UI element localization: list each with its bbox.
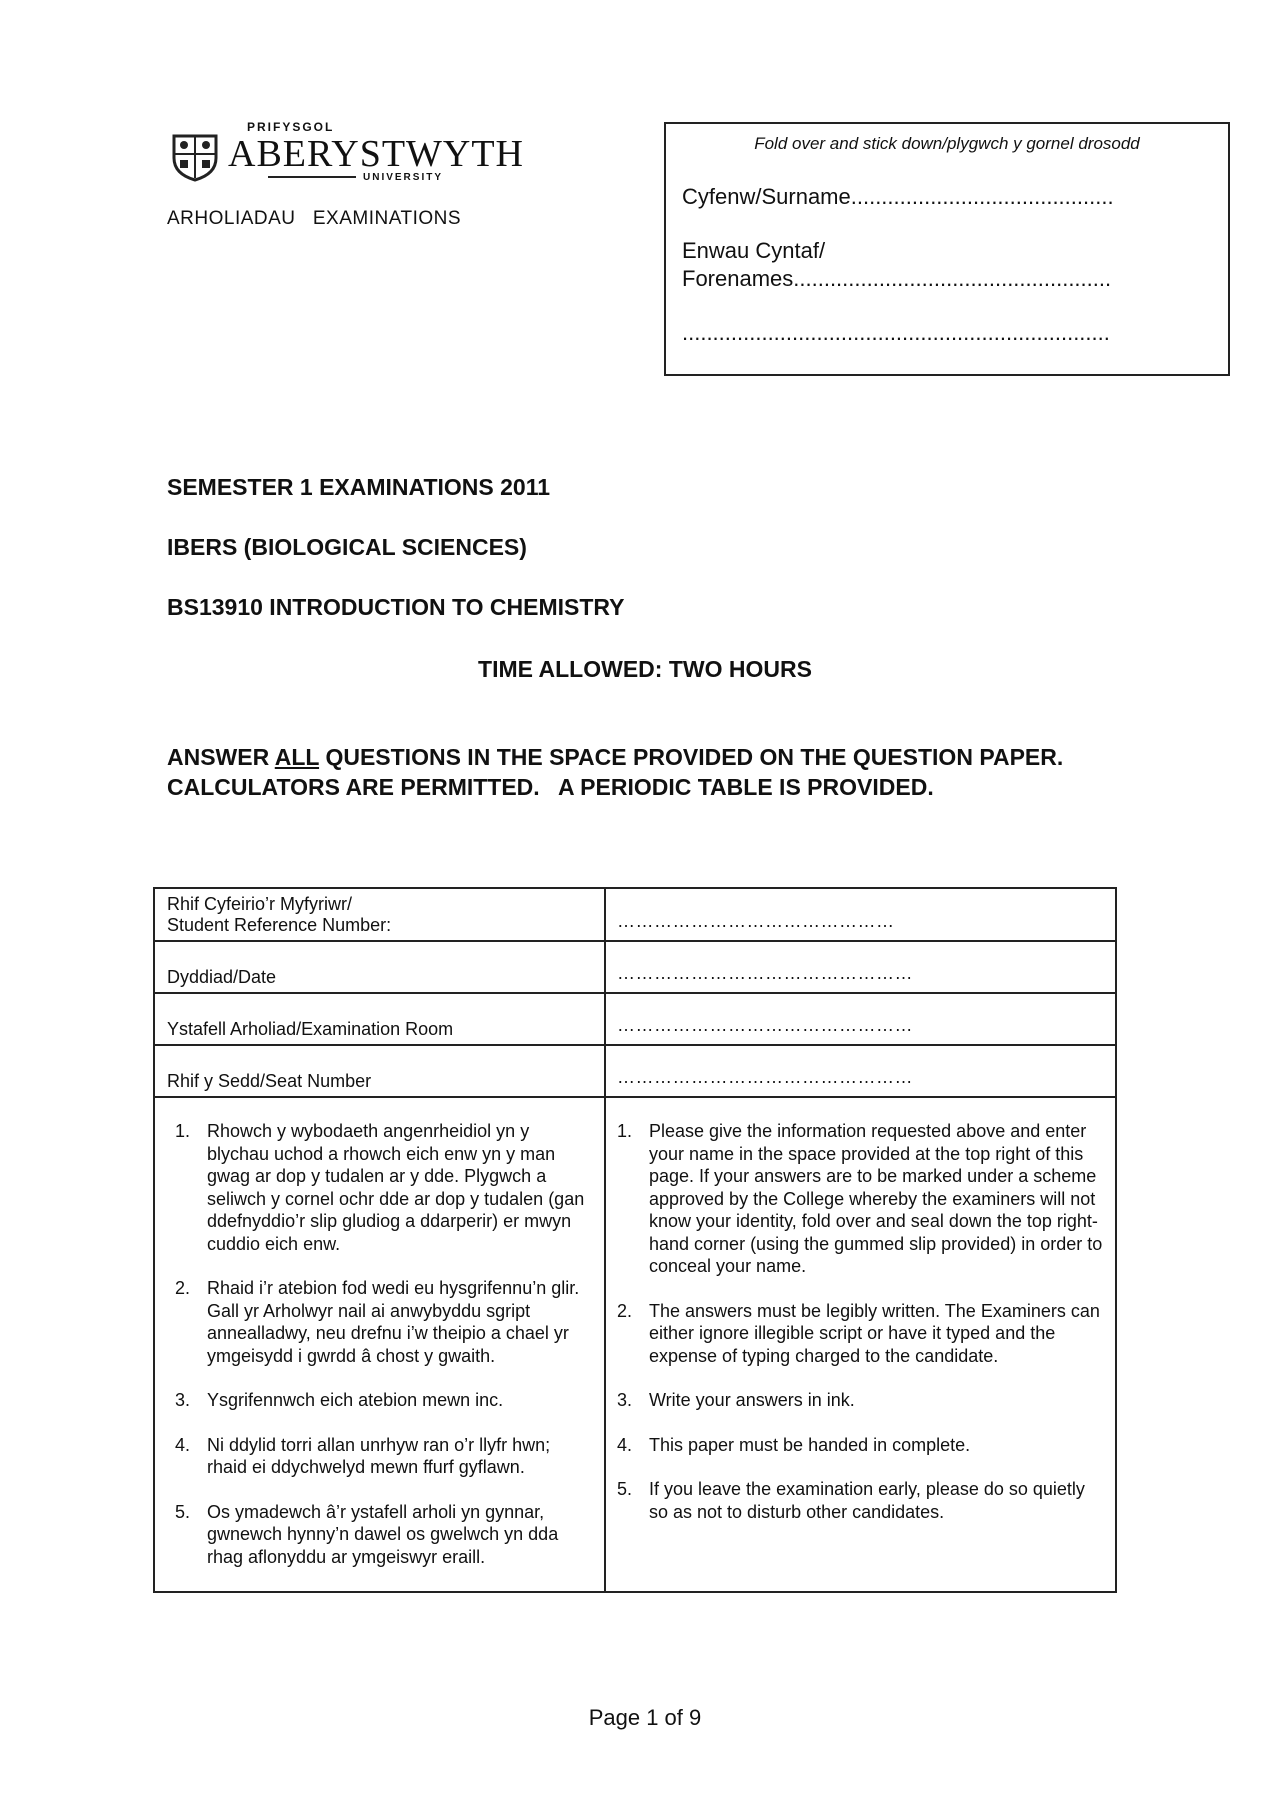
list-number: 4. xyxy=(175,1434,191,1455)
list-number: 2. xyxy=(617,1300,633,1321)
arholiadau-heading: ARHOLIADAU EXAMINATIONS xyxy=(167,208,462,229)
semester-heading: SEMESTER 1 EXAMINATIONS 2011 xyxy=(167,474,551,500)
list-number: 1. xyxy=(617,1121,633,1141)
list-item xyxy=(617,1434,1107,1457)
surname-field[interactable]: Cyfenw/Surname........................................... xyxy=(682,184,1114,209)
list-item xyxy=(617,1120,1107,1278)
table-row-line xyxy=(155,1044,1115,1046)
instr-part1: ANSWER xyxy=(167,744,275,770)
seat-number-label: Rhif y Sedd/Seat Number xyxy=(167,1071,372,1091)
list-text: If you leave the examination early, please do so quietly so as not to disturb other candidates. xyxy=(649,1479,1085,1522)
logo-university: UNIVERSITY xyxy=(363,172,444,183)
list-text: Rhowch y wybodaeth angenrheidiol yn y blychau uchod a rhowch eich enw yn y man gwag ar dop y tudalen ar y dde. Plygwch a seliwch y cornel ochr dde ar dop y tudalen (gan ddefnyddio’r slip gludiog a ddarperir) er mwyn cuddio eich enw. xyxy=(207,1121,585,1254)
list-text: Ysgrifennwch eich atebion mewn inc. xyxy=(207,1390,504,1410)
page-number: Page 1 of 9 xyxy=(588,1705,702,1730)
list-number: 5. xyxy=(175,1501,191,1522)
crest-icon xyxy=(170,130,220,182)
list-text: Please give the information requested above and enter your name in the space provided at the top right of this page. If your answers are to be marked under a scheme approved by the College whereby the examiners will not know your identity, fold over and seal down the top right-hand corner (using the gummed slip provided) in order to conceal your name. xyxy=(649,1121,1103,1276)
name-box xyxy=(664,122,1230,376)
forenames-label: Enwau Cyntaf/ xyxy=(682,238,826,263)
module-heading: BS13910 INTRODUCTION TO CHEMISTRY xyxy=(167,594,625,620)
list-item xyxy=(175,1501,595,1569)
forenames-extra-field[interactable]: ...................................................................... xyxy=(682,320,1110,345)
university-logo xyxy=(170,118,524,188)
student-ref-field[interactable]: ……………………………………… xyxy=(617,911,895,931)
list-number: 1. xyxy=(175,1121,191,1141)
date-label: Dyddiad/Date xyxy=(167,967,277,987)
list-number: 4. xyxy=(617,1434,633,1455)
table-row-line xyxy=(155,992,1115,994)
english-rules-list xyxy=(617,1120,1107,1545)
list-number: 3. xyxy=(175,1390,191,1410)
list-text: Ni ddylid torri allan unrhyw ran o’r llyfr hwn; rhaid ei ddychwelyd mewn ffurf gyflawn. xyxy=(207,1434,551,1477)
answer-instructions xyxy=(167,742,1127,802)
fold-instruction: Fold over and stick down/plygwch y gornel drosodd xyxy=(754,134,1140,153)
list-text: This paper must be handed in complete. xyxy=(649,1434,971,1455)
list-text: Rhaid i’r atebion fod wedi eu hysgrifennu’n glir. Gall yr Arholwyr nail ai anwybyddu sgript annealladwy, neu drefnu i’w theipio a chael yr ymgeisydd i gwrdd â chost y gwaith. xyxy=(207,1278,580,1366)
logo-rule xyxy=(268,176,356,178)
list-item xyxy=(175,1389,595,1412)
student-ref-label-cy: Rhif Cyfeirio’r Myfyriwr/ xyxy=(167,894,353,914)
table-row-line xyxy=(155,940,1115,942)
logo-prifysgol: PRIFYSGOL xyxy=(247,120,335,134)
exam-room-field[interactable]: ………………………………………… xyxy=(617,1015,913,1035)
list-item xyxy=(617,1389,1107,1412)
table-divider xyxy=(604,889,606,1591)
list-text: Write your answers in ink. xyxy=(649,1390,855,1410)
forenames-field[interactable]: Forenames.................................................... xyxy=(682,266,1112,291)
list-number: 2. xyxy=(175,1278,191,1298)
instr-all: ALL xyxy=(274,744,320,770)
welsh-rules-list xyxy=(175,1120,595,1590)
logo-aberystwyth: ABERYSTWYTH xyxy=(228,133,524,175)
list-item xyxy=(617,1300,1107,1368)
department-heading: IBERS (BIOLOGICAL SCIENCES) xyxy=(167,534,527,560)
seat-number-field[interactable]: ………………………………………… xyxy=(617,1067,913,1087)
list-number: 5. xyxy=(617,1479,633,1499)
list-number: 3. xyxy=(617,1390,633,1410)
list-item xyxy=(175,1120,595,1255)
list-item xyxy=(175,1434,595,1479)
exam-room-label: Ystafell Arholiad/Examination Room xyxy=(167,1019,454,1039)
date-field[interactable]: ………………………………………… xyxy=(617,963,913,983)
table-row-line xyxy=(155,1096,1115,1098)
list-item xyxy=(617,1478,1107,1523)
list-text: Os ymadewch â’r ystafell arholi yn gynnar, gwnewch hynny’n dawel os gwelwch yn dda rhag aflonyddu ar ymgeiswyr eraill. xyxy=(207,1501,559,1567)
instr-part2: QUESTIONS IN THE SPACE PROVIDED ON THE QUESTION PAPER. CALCULATORS ARE PERMITTED. A PERIODIC TABLE IS PROVIDED. xyxy=(167,744,1077,800)
time-allowed: TIME ALLOWED: TWO HOURS xyxy=(478,656,812,682)
student-ref-label-en: Student Reference Number: xyxy=(167,915,392,935)
list-text: The answers must be legibly written. The Examiners can either ignore illegible script or have it typed and the expense of typing charged to the candidate. xyxy=(649,1300,1100,1366)
list-item xyxy=(175,1277,595,1367)
